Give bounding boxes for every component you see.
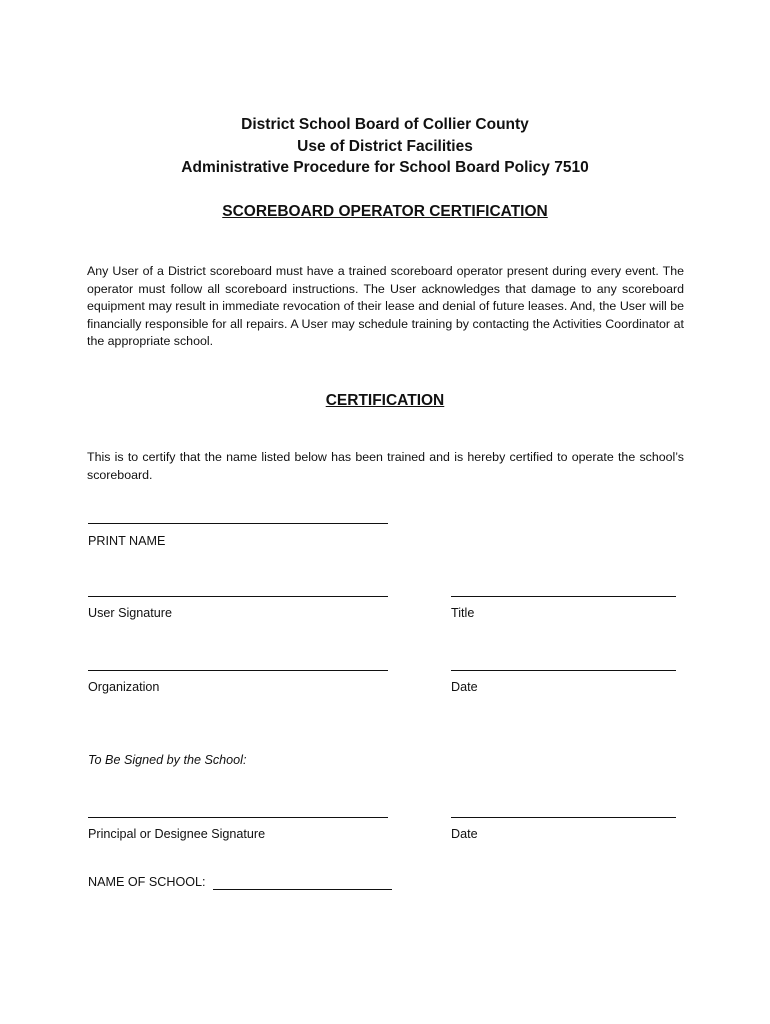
principal-signature-label: Principal or Designee Signature — [88, 827, 266, 841]
user-signature-label: User Signature — [88, 606, 172, 620]
name-of-school-label: NAME OF SCHOOL: — [88, 875, 206, 889]
header-line-1: District School Board of Collier County — [241, 116, 529, 133]
school-sign-note: To Be Signed by the School: — [88, 753, 247, 767]
certification-text: This is to certify that the name listed below has been trained and is hereby certified to operate the school’s scoreboard. — [87, 450, 684, 482]
organization-label: Organization — [88, 680, 160, 694]
principal-date-label: Date — [451, 827, 478, 841]
principal-signature-line[interactable] — [88, 817, 388, 818]
title-line[interactable] — [451, 596, 676, 597]
user-signature-line[interactable] — [88, 596, 388, 597]
principal-date-line[interactable] — [451, 817, 676, 818]
section-title: SCOREBOARD OPERATOR CERTIFICATION — [222, 203, 548, 220]
print-name-label: PRINT NAME — [88, 534, 166, 548]
header-line-2: Use of District Facilities — [297, 138, 473, 155]
intro-paragraph: Any User of a District scoreboard must have a trained scoreboard operator present during every event. The operator must follow all scoreboard instructions. The User acknowledges that damage to any scoreboard equipment may result in immediate revocation of their lease and denial of future leases. And, the User will be financially responsible for all repairs. A User may schedule training by contacting the Activities Coordinator at the appropriate school. — [87, 264, 684, 349]
organization-line[interactable] — [88, 670, 388, 671]
title-label: Title — [451, 606, 475, 620]
date-label: Date — [451, 680, 478, 694]
header-line-3: Administrative Procedure for School Board Policy 7510 — [181, 159, 589, 176]
print-name-line[interactable] — [88, 523, 388, 524]
name-of-school-line[interactable] — [213, 889, 392, 890]
date-line[interactable] — [451, 670, 676, 671]
certification-title: CERTIFICATION — [325, 392, 445, 409]
